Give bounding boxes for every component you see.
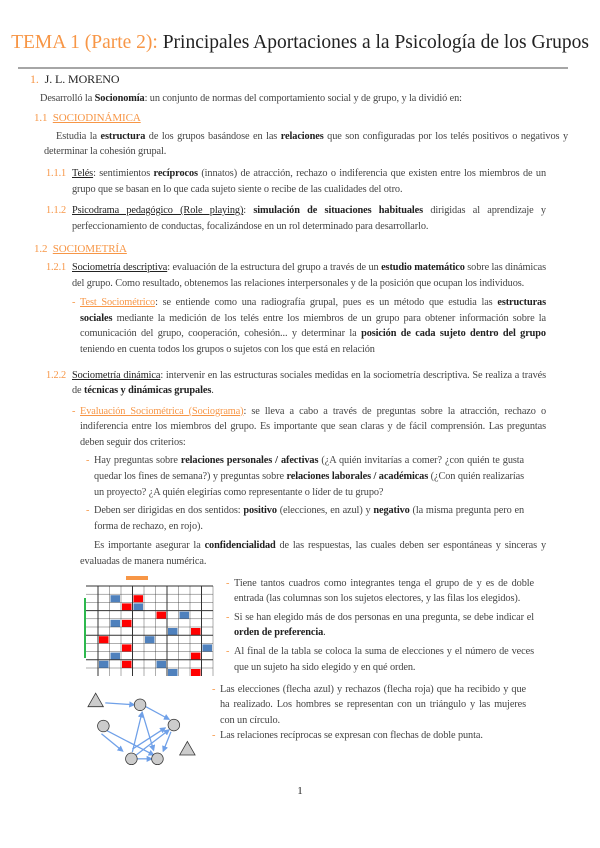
text-run: Las relaciones recíprocas se expresan con flechas de doble punta. xyxy=(220,730,483,742)
underlined-term: Telés xyxy=(72,167,94,179)
text-run: que son configuradas por los telés positivos o negativos y determinar la cohesión grupal. xyxy=(44,130,568,158)
matrix-bullet-3 xyxy=(226,644,534,675)
bold-text: estructuras sociales xyxy=(80,297,546,324)
section-number: 1.2.2 xyxy=(46,369,67,381)
text-run: Estudia la xyxy=(56,130,101,142)
text-run: . xyxy=(323,627,326,639)
bold-text: orden de preferencia xyxy=(234,627,324,639)
section-title: SOCIOMETRÍA xyxy=(52,243,127,256)
text-run: teniendo en cuenta todos los grupos o sujetos con los que está en relación xyxy=(80,343,375,355)
bold-text: posición de cada sujeto dentro del grupo xyxy=(361,328,546,340)
section-number: 1.2.1 xyxy=(46,261,67,273)
choice-cell xyxy=(157,660,167,667)
underlined-term: Test Sociométrico xyxy=(80,297,156,309)
underlined-term: Sociometría descriptiva xyxy=(72,261,168,273)
text-run: (innatos) de atracción, rechazo o indiferencia que existen entre los miembros de un grupo que se basan en lo que cada sujeto siente o recibe de las cualidades del otro. xyxy=(72,167,547,195)
matrix-bullets xyxy=(226,576,534,676)
choice-cell xyxy=(145,636,155,643)
page-number: 1 xyxy=(297,784,303,797)
bold-text: estudio matemático xyxy=(381,261,465,273)
bold-text: positivo xyxy=(243,505,277,517)
text-run: Desarrolló la xyxy=(40,92,95,104)
bold-text: relaciones laborales / académicas xyxy=(286,471,429,483)
matrix-caption xyxy=(126,576,148,580)
text-run: : evaluación de la estructura del grupo a través de un xyxy=(167,261,382,273)
intro-paragraph xyxy=(40,91,570,107)
bullet-text xyxy=(234,646,534,673)
sociogram-nodes xyxy=(88,693,195,764)
bold-text: Socionomía xyxy=(94,92,145,104)
item-1-1-1 xyxy=(46,166,546,197)
title-main: Principales Aportaciones a la Psicología de los Grupos xyxy=(157,32,589,53)
item-1-2-1 xyxy=(46,260,546,291)
text-run: Deben ser dirigidas en dos sentidos: xyxy=(94,505,244,517)
criterio-2-bullet xyxy=(86,503,524,534)
rejection-cell xyxy=(191,652,201,659)
choice-cell xyxy=(111,595,121,602)
matrix-bullet-1 xyxy=(226,576,534,607)
confidencialidad-paragraph xyxy=(80,538,546,569)
bullet-text xyxy=(94,505,524,532)
rejection-cell xyxy=(122,644,132,651)
sociometria-dinamica-paragraph xyxy=(72,368,546,399)
rejection-cell xyxy=(191,628,201,635)
text-run: (¿Con quién realizarías un proyecto? ¿A quién elegirías como representante o líder de tu grupo? xyxy=(94,471,524,498)
sociogram-arrows xyxy=(101,702,171,758)
text-run: (elecciones, en azul) y xyxy=(276,505,374,517)
section-number: 1.1.1 xyxy=(46,167,67,179)
choice-cell xyxy=(111,652,121,659)
teles-paragraph xyxy=(72,166,546,197)
matrix-bullet-2 xyxy=(226,610,534,641)
underlined-term: Evaluación Sociométrica (Sociograma) xyxy=(80,405,244,417)
dash-bullet: - xyxy=(212,730,216,742)
test-sociometrico-bullet xyxy=(72,295,546,357)
text-run: Tiene tantos cuadros como integrantes tenga el grupo de y es de doble entrada (las columnas son los sujetos electores, y las filas los elegidos). xyxy=(234,577,534,605)
text-run: : se lleva a cabo a través de preguntas sobre la atracción, rechazo o indiferencia entre los miembros del grupo. Es importante que sean claras y de fácil comprensión. Las preguntas deben seguir dos criterios: xyxy=(80,405,546,448)
text-run: Las elecciones (flecha azul) y rechazos (flecha roja) que ha recibido y que ha realizado. Los hombres se representan con un triángulo y las mujeres con un círculo. xyxy=(220,683,526,726)
criterio-1-bullet xyxy=(86,453,525,500)
sociodinamica-paragraph xyxy=(44,129,568,160)
sociogram-image xyxy=(86,682,198,770)
text-run: de los grupos basándose en las xyxy=(145,130,281,142)
matrix-side-label xyxy=(84,598,86,658)
text-run: (la misma pregunta pero en forma de rechazo, en rojo). xyxy=(94,505,524,532)
psicodrama-paragraph xyxy=(72,203,546,234)
document-body xyxy=(0,72,600,799)
bold-text: técnicas y dinámicas grupales xyxy=(84,385,212,397)
bullet-text xyxy=(234,612,534,639)
bullet-text xyxy=(220,730,483,741)
text-run: Hay preguntas sobre xyxy=(94,455,181,467)
text-run: : un conjunto de normas del comportamiento social y de grupo, y la dividió en: xyxy=(144,92,462,104)
item-1-1-2 xyxy=(46,203,546,234)
divider xyxy=(18,67,568,69)
choice-cell xyxy=(180,611,190,618)
bullet-text xyxy=(94,455,524,497)
section-title: SOCIODINÁMICA xyxy=(52,112,141,125)
bold-text: relaciones personales / afectivas xyxy=(180,455,319,467)
section-1-2-heading xyxy=(34,242,600,258)
section-1-1-heading xyxy=(34,111,600,127)
rejection-cell xyxy=(191,669,201,676)
section-1-heading xyxy=(30,72,600,88)
choice-cell xyxy=(203,644,213,651)
text-run: Al final de la tabla se coloca la suma de elecciones y el número de veces que un sujeto ha sido elegido y en qué orden. xyxy=(234,646,534,673)
choice-cell xyxy=(168,669,178,676)
underlined-term: Psicodrama pedagógico (Role playing) xyxy=(72,205,244,217)
bold-text: estructura xyxy=(100,130,146,142)
text-run: dirigidas al aprendizaje y perfeccionamiento de conductas, focalizándose en un rol determinado para desarrollarlo. xyxy=(72,205,546,232)
rejection-cell xyxy=(122,603,132,610)
bullet-text xyxy=(220,684,526,726)
dash-bullet: - xyxy=(226,646,230,657)
evaluacion-bullet xyxy=(72,404,546,451)
sociomatrix-image xyxy=(84,576,214,676)
dash-bullet: - xyxy=(72,405,76,417)
choice-cell xyxy=(168,628,178,635)
rejection-cell xyxy=(122,619,132,626)
sociogram-bullet-2 xyxy=(212,728,526,744)
rejection-cell xyxy=(99,636,109,643)
dash-bullet: - xyxy=(212,683,216,695)
text-run: : xyxy=(243,205,254,217)
text-run: (¿A quién invitarías a comer? ¿con quién te gusta quedar los fines de semana?) y preguntas sobre xyxy=(94,455,525,483)
section-number: 1. xyxy=(30,72,39,86)
sociomatrix-row xyxy=(0,576,600,676)
section-title: J. L. MORENO xyxy=(44,72,120,86)
choice-cell xyxy=(111,619,121,626)
bullet-text xyxy=(80,297,546,355)
dash-bullet: - xyxy=(86,505,90,517)
text-run: mediante la medición de los telés entre los miembros de un grupo para obtener información sobre la comunicación del grupo, cooperación, cohesión... y determinar la xyxy=(80,312,546,340)
choice-cell xyxy=(99,660,109,667)
sociogram-row xyxy=(0,682,600,770)
text-run: sobre las dinámicas del grupo. Como resultado, obtenemos las relaciones interpersonales y de la posición que ocupan los individuos. xyxy=(72,261,547,289)
bold-text: recíprocos xyxy=(153,167,198,179)
dash-bullet: - xyxy=(72,297,76,309)
dash-bullet: - xyxy=(86,455,90,467)
section-number: 1.1.2 xyxy=(46,205,67,217)
page-title xyxy=(0,30,600,56)
bold-text: relaciones xyxy=(280,130,324,142)
text-run: : se entiende como una radiografía grupal, pues es un método que estudia las xyxy=(155,297,498,309)
rejection-cell xyxy=(134,595,144,602)
bullet-text xyxy=(80,406,546,448)
text-run: de las respuestas, las cuales deben ser espontáneas y sinceras y evaluadas de manera numérica. xyxy=(80,540,546,568)
bold-text: confidencialidad xyxy=(204,540,276,552)
bullet-text xyxy=(234,578,534,605)
sociogram-bullet-1 xyxy=(212,682,526,729)
text-run: Si se han elegido más de dos personas en una pregunta, se debe indicar el xyxy=(234,611,534,623)
section-number: 1.1 xyxy=(34,112,48,125)
underlined-term: Sociometría dinámica xyxy=(72,369,161,381)
title-prefix: TEMA 1 (Parte 2): xyxy=(11,32,158,53)
choice-cell xyxy=(134,603,144,610)
sociogram-bullets xyxy=(212,682,526,744)
dash-bullet: - xyxy=(226,611,230,623)
text-run: : intervenir en las estructuras sociales medidas en la sociometría descriptiva. Se realiza a través de xyxy=(72,369,547,397)
bold-text: negativo xyxy=(373,505,410,517)
text-run: : sentimientos xyxy=(93,167,154,179)
text-run: . xyxy=(211,385,214,397)
sociometria-descriptiva-paragraph xyxy=(72,260,546,291)
rejection-cell xyxy=(157,611,167,618)
bold-text: simulación de situaciones habituales xyxy=(253,205,424,217)
section-number: 1.2 xyxy=(34,243,48,256)
dash-bullet: - xyxy=(226,577,230,589)
item-1-2-2 xyxy=(46,368,546,399)
rejection-cell xyxy=(122,660,132,667)
text-run: Es importante asegurar la xyxy=(94,540,205,552)
